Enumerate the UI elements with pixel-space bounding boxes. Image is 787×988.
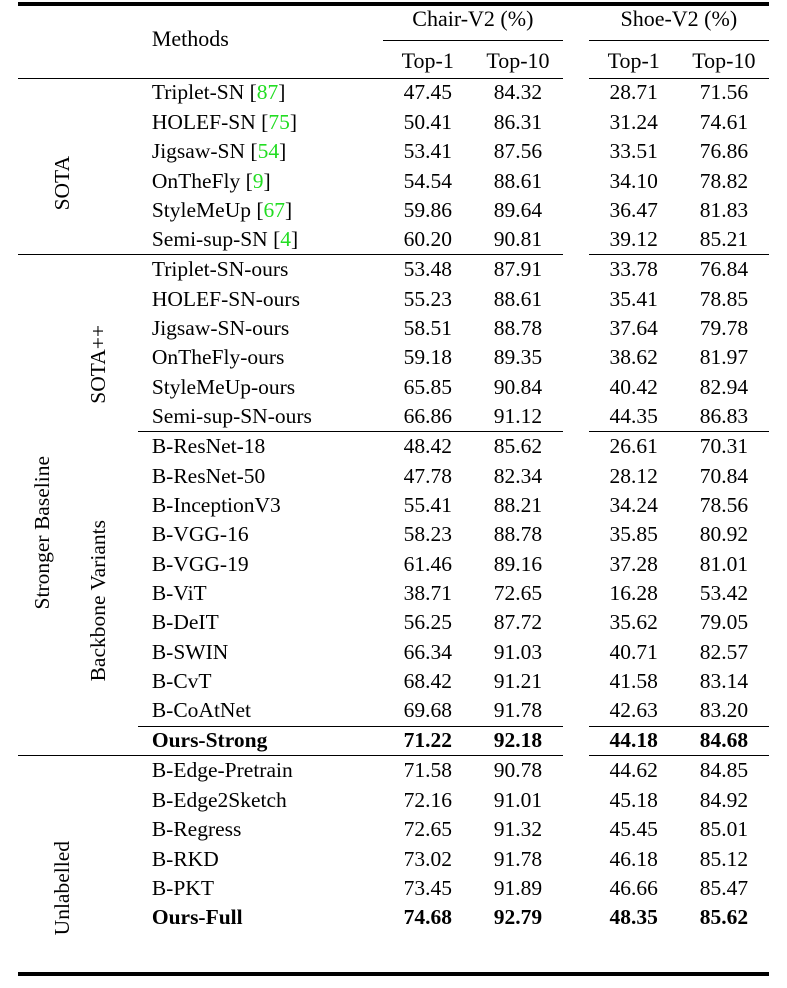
cell-shoe-top10: 83.20 — [699, 698, 749, 723]
rowgroup-label-sota-plus-plus — [78, 278, 118, 450]
table-row — [18, 609, 769, 638]
cell-chair-top1: 69.68 — [403, 698, 452, 723]
cell-method-name: B-ResNet-18 — [151, 434, 266, 459]
cell-chair-top10: 91.78 — [493, 846, 543, 871]
table-top-rule — [18, 2, 769, 6]
cell-shoe-top10: 85.12 — [699, 846, 749, 871]
cell-chair-top10: 91.03 — [493, 639, 543, 664]
cell-shoe-top10: 81.01 — [699, 551, 749, 576]
cell-chair-top1: 61.46 — [403, 551, 452, 576]
table-row — [18, 903, 769, 932]
table-row — [18, 874, 769, 903]
rowgroup-label-stronger-baseline — [22, 278, 62, 788]
method-name-text: StyleMeUp [ — [151, 198, 264, 222]
table-bottom-rule — [18, 972, 769, 976]
cell-chair-top10: 91.78 — [493, 698, 543, 723]
cell-shoe-top10: 53.42 — [699, 581, 749, 606]
cell-chair-top10: 86.31 — [493, 109, 543, 134]
cell-shoe-top1: 44.35 — [609, 403, 658, 428]
cell-chair-top1: 47.78 — [403, 463, 452, 488]
header-group-chair: Chair-V2 (%) — [383, 0, 563, 40]
cell-shoe-top10: 70.84 — [699, 463, 749, 488]
table-row — [18, 815, 769, 844]
header-group-shoe: Shoe-V2 (%) — [589, 0, 769, 40]
citation-bracket-close: ] — [279, 139, 287, 164]
cell-shoe-top10: 84.92 — [699, 787, 749, 812]
cell-chair-top10: 90.84 — [493, 374, 543, 399]
cell-shoe-top10: 84.68 — [699, 728, 749, 753]
cell-shoe-top1: 48.35 — [609, 905, 658, 930]
table-row — [18, 225, 769, 254]
cell-shoe-top1: 44.18 — [609, 728, 658, 753]
cell-shoe-top10: 85.62 — [699, 905, 749, 930]
cell-shoe-top10: 84.85 — [699, 758, 749, 783]
cell-chair-top10: 89.35 — [493, 345, 543, 370]
cell-shoe-top1: 16.28 — [609, 581, 658, 606]
cell-chair-top10: 91.89 — [493, 875, 543, 900]
cell-shoe-top1: 26.61 — [609, 434, 658, 459]
cell-chair-top1: 55.23 — [403, 286, 452, 311]
method-name-text: HOLEF-SN [ — [151, 109, 269, 134]
cell-shoe-top1: 34.10 — [609, 168, 658, 193]
cell-shoe-top10: 78.85 — [699, 286, 749, 311]
cell-method-name: HOLEF-SN-ours — [151, 286, 300, 311]
cell-shoe-top1: 37.28 — [609, 551, 658, 576]
cell-chair-top10: 92.18 — [493, 728, 543, 753]
cell-shoe-top1: 35.41 — [609, 286, 658, 311]
cell-shoe-top1: 42.63 — [609, 698, 658, 723]
cell-shoe-top1: 46.18 — [609, 846, 658, 871]
cell-shoe-top1: 45.18 — [609, 787, 658, 812]
cell-chair-top1: 66.86 — [403, 403, 452, 428]
cell-chair-top10: 91.01 — [493, 787, 543, 812]
cell-chair-top1: 72.16 — [403, 787, 452, 812]
table-row — [18, 137, 769, 166]
cell-shoe-top1: 46.66 — [609, 875, 658, 900]
cell-chair-top10: 85.62 — [493, 434, 543, 459]
cell-shoe-top1: 28.71 — [609, 80, 658, 105]
cell-shoe-top1: 37.64 — [609, 316, 658, 341]
citation-number[interactable]: 87 — [256, 80, 279, 105]
rowgroup-label-backbone-variants-text: Backbone Variants — [85, 520, 110, 682]
cell-chair-top10: 88.61 — [493, 286, 543, 311]
table-row — [18, 79, 769, 108]
table-body — [18, 78, 769, 936]
table-row — [18, 756, 769, 785]
cell-shoe-top10: 81.97 — [699, 345, 749, 370]
cell-method-name: B-Edge-Pretrain — [151, 758, 293, 783]
citation-bracket-close: ] — [278, 80, 286, 105]
header-chair-top10: Top-10 — [486, 47, 550, 73]
cell-chair-top1: 73.02 — [403, 846, 452, 871]
cell-chair-top10: 87.91 — [493, 257, 543, 282]
cell-shoe-top1: 28.12 — [609, 463, 658, 488]
table-row — [18, 255, 769, 284]
rowgroup-label-backbone-variants — [78, 456, 118, 746]
cell-chair-top10: 84.32 — [493, 80, 543, 105]
cell-chair-top1: 53.48 — [403, 257, 452, 282]
citation-bracket-close: ] — [289, 109, 297, 134]
table-row — [18, 344, 769, 373]
cell-chair-top1: 65.85 — [403, 374, 452, 399]
cell-chair-top10: 91.12 — [493, 403, 543, 428]
cell-shoe-top10: 76.84 — [699, 257, 749, 282]
cell-method-name — [138, 196, 383, 225]
cell-chair-top1: 71.58 — [403, 758, 452, 783]
cell-chair-top1: 73.45 — [403, 875, 452, 900]
method-name-text: Triplet-SN [ — [151, 80, 257, 105]
table-row — [18, 786, 769, 815]
table-row — [18, 697, 769, 726]
rowgroup-label-stronger-baseline-text: Stronger Baseline — [29, 456, 54, 610]
table-row — [18, 432, 769, 461]
table-row — [18, 314, 769, 343]
rowgroup-label-unlabelled — [42, 808, 82, 968]
cell-method-name: Semi-sup-SN-ours — [151, 403, 312, 428]
header-shoe-top1: Top-1 — [607, 47, 660, 73]
cell-chair-top10: 88.61 — [493, 168, 543, 193]
cell-shoe-top1: 41.58 — [609, 669, 658, 694]
cell-shoe-top10: 85.21 — [699, 227, 749, 252]
header-row-subs — [18, 40, 769, 78]
cell-chair-top1: 53.41 — [403, 139, 452, 164]
cell-method-name: B-PKT — [151, 875, 214, 900]
cell-chair-top1: 58.51 — [403, 316, 452, 341]
table-row — [18, 667, 769, 696]
cell-method-name: B-CoAtNet — [151, 698, 251, 723]
table-row — [18, 108, 769, 137]
table-row — [18, 462, 769, 491]
cell-chair-top1: 74.68 — [403, 905, 452, 930]
cell-shoe-top10: 79.05 — [699, 610, 749, 635]
header-methods: Methods — [151, 25, 229, 51]
cell-shoe-top1: 33.51 — [609, 139, 658, 164]
table-row — [18, 373, 769, 402]
cell-method-name: OnTheFly-ours — [151, 345, 285, 370]
cell-shoe-top1: 35.85 — [609, 522, 658, 547]
cell-chair-top10: 89.16 — [493, 551, 543, 576]
cell-shoe-top10: 78.56 — [699, 492, 749, 517]
cell-method-name: Jigsaw-SN-ours — [151, 316, 290, 341]
cell-method-name: B-SWIN — [151, 639, 229, 664]
header-row-groups — [18, 0, 769, 40]
cell-chair-top1: 38.71 — [403, 581, 452, 606]
method-name-text: Semi-sup-SN [ — [151, 227, 281, 252]
cell-shoe-top1: 44.62 — [609, 758, 658, 783]
cell-shoe-top10: 79.78 — [699, 316, 749, 341]
citation-bracket-close: ] — [285, 198, 293, 222]
cell-shoe-top1: 39.12 — [609, 227, 658, 252]
table-row — [18, 550, 769, 579]
cell-method-name — [138, 79, 383, 108]
cell-chair-top1: 68.42 — [403, 669, 452, 694]
cell-shoe-top10: 81.83 — [699, 198, 749, 222]
cell-chair-top10: 88.78 — [493, 522, 543, 547]
cell-chair-top10: 91.32 — [493, 817, 543, 842]
cell-chair-top1: 54.54 — [403, 168, 452, 193]
cell-method-name — [138, 108, 383, 137]
cell-method-name: Ours-Strong — [151, 728, 268, 753]
cell-chair-top1: 55.41 — [403, 492, 452, 517]
cell-method-name: B-VGG-19 — [151, 551, 249, 576]
cell-chair-top10: 87.56 — [493, 139, 543, 164]
table-row — [18, 845, 769, 874]
cell-chair-top10: 91.21 — [493, 669, 543, 694]
cell-method-name — [138, 225, 383, 254]
header-shoe-top10: Top-10 — [692, 47, 756, 73]
cell-chair-top10: 88.21 — [493, 492, 543, 517]
cell-chair-top1: 71.22 — [403, 728, 452, 753]
table-row — [18, 285, 769, 314]
method-name-text: OnTheFly [ — [151, 168, 253, 193]
citation-bracket-close: ] — [263, 168, 271, 193]
cell-method-name: B-ResNet-50 — [151, 463, 266, 488]
cell-shoe-top1: 45.45 — [609, 817, 658, 842]
rowgroup-label-sota-text: SOTA — [49, 155, 74, 211]
cell-method-name: B-Regress — [151, 817, 242, 842]
citation-number[interactable]: 75 — [268, 109, 290, 134]
cell-shoe-top1: 40.71 — [609, 639, 658, 664]
cell-method-name — [138, 167, 383, 196]
cell-method-name: B-ViT — [151, 581, 207, 606]
cell-shoe-top10: 85.47 — [699, 875, 749, 900]
cell-shoe-top10: 83.14 — [699, 669, 749, 694]
citation-number[interactable]: 9 — [252, 168, 264, 193]
cell-method-name: StyleMeUp-ours — [151, 374, 296, 399]
rowgroup-label-unlabelled-text: Unlabelled — [49, 840, 74, 936]
cell-method-name: B-Edge2Sketch — [151, 787, 287, 812]
header-chair-top1: Top-1 — [401, 47, 454, 73]
results-table — [18, 0, 769, 936]
cell-chair-top1: 47.45 — [403, 80, 452, 105]
cell-shoe-top10: 82.57 — [699, 639, 749, 664]
cell-shoe-top1: 38.62 — [609, 345, 658, 370]
cell-method-name: B-CvT — [151, 669, 212, 694]
cell-chair-top10: 88.78 — [493, 316, 543, 341]
cell-shoe-top1: 33.78 — [609, 257, 658, 282]
cell-chair-top1: 58.23 — [403, 522, 452, 547]
cell-chair-top10: 82.34 — [493, 463, 543, 488]
rowgroup-label-sota — [42, 98, 82, 268]
cell-shoe-top10: 76.86 — [699, 139, 749, 164]
cell-method-name: B-InceptionV3 — [151, 492, 281, 517]
cell-shoe-top10: 78.82 — [699, 168, 749, 193]
cell-shoe-top1: 40.42 — [609, 374, 658, 399]
citation-number[interactable]: 67 — [263, 198, 286, 222]
rowgroup-label-sota-plus-plus-text: SOTA++ — [85, 324, 110, 404]
cell-shoe-top10: 85.01 — [699, 817, 749, 842]
cell-method-name: Triplet-SN-ours — [151, 257, 289, 282]
table-row — [18, 491, 769, 520]
table-row — [18, 638, 769, 667]
cell-shoe-top1: 36.47 — [609, 198, 658, 222]
cell-shoe-top1: 31.24 — [609, 109, 658, 134]
cell-method-name — [138, 137, 383, 166]
cell-shoe-top10: 70.31 — [699, 434, 749, 459]
cell-chair-top1: 59.86 — [403, 198, 452, 222]
table-row — [18, 196, 769, 225]
table-row — [18, 167, 769, 196]
cell-chair-top1: 48.42 — [403, 434, 452, 459]
cell-method-name: Ours-Full — [151, 905, 243, 930]
method-name-text: Jigsaw-SN [ — [151, 139, 258, 164]
table-row — [18, 402, 769, 431]
cell-chair-top10: 90.78 — [493, 758, 543, 783]
cell-chair-top10: 90.81 — [493, 227, 543, 252]
cell-chair-top1: 72.65 — [403, 817, 452, 842]
citation-bracket-close: ] — [291, 227, 299, 252]
cell-chair-top1: 56.25 — [403, 610, 452, 635]
table-header — [18, 0, 769, 78]
cell-chair-top10: 89.64 — [493, 198, 543, 222]
cell-method-name: B-DeIT — [151, 610, 219, 635]
cell-method-name: B-VGG-16 — [151, 522, 249, 547]
cell-chair-top1: 59.18 — [403, 345, 452, 370]
cell-shoe-top10: 82.94 — [699, 374, 749, 399]
cell-shoe-top1: 35.62 — [609, 610, 658, 635]
table-row — [18, 727, 769, 756]
cell-chair-top10: 92.79 — [493, 905, 543, 930]
citation-number[interactable]: 54 — [257, 139, 280, 164]
table-row — [18, 520, 769, 549]
table-row — [18, 579, 769, 608]
cell-chair-top1: 66.34 — [403, 639, 452, 664]
cell-shoe-top10: 74.61 — [699, 109, 749, 134]
cell-chair-top1: 60.20 — [403, 227, 452, 252]
citation-number[interactable]: 4 — [280, 227, 291, 252]
cell-shoe-top1: 34.24 — [609, 492, 658, 517]
cell-chair-top10: 87.72 — [493, 610, 543, 635]
cell-method-name: B-RKD — [151, 846, 219, 871]
cell-chair-top1: 50.41 — [403, 109, 452, 134]
cell-chair-top10: 72.65 — [493, 581, 543, 606]
cell-shoe-top10: 86.83 — [699, 403, 749, 428]
cell-shoe-top10: 80.92 — [699, 522, 749, 547]
cell-shoe-top10: 71.56 — [699, 80, 749, 105]
